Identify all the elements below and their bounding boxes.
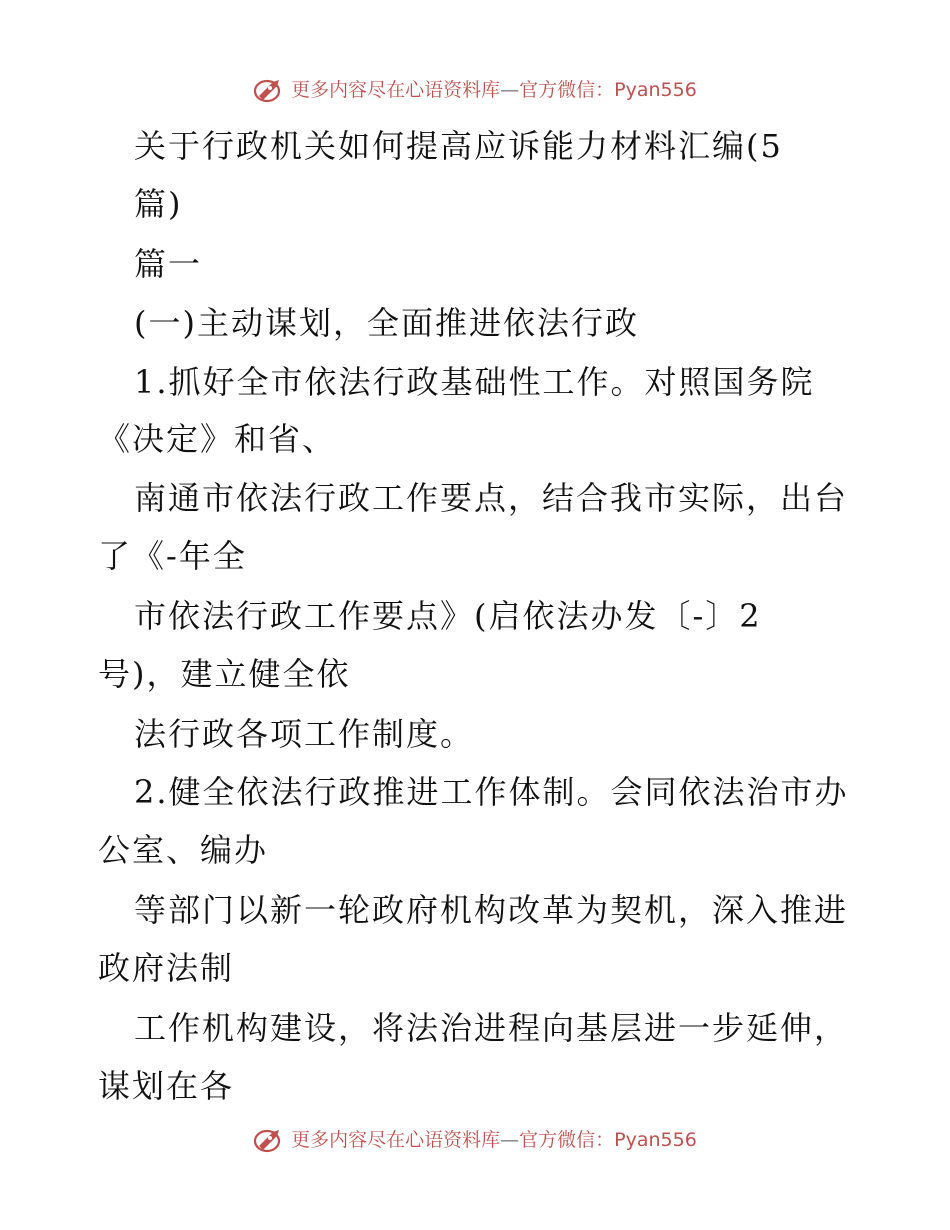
footer-watermark <box>0 1126 950 1154</box>
watermark-text: 更多内容尽在心语资料库—官方微信：Pyan556 <box>291 1129 697 1151</box>
doc-title-line-1: 关于行政机关如何提高应诉能力材料汇编(5 <box>134 127 783 165</box>
paragraph-line: 法行政各项工作制度。 <box>134 715 475 753</box>
subsection-heading: (一)主动谋划，全面推进依法行政 <box>134 304 639 342</box>
paragraph-line: 了《-年全 <box>98 537 247 575</box>
pen-nib-icon <box>253 1126 285 1154</box>
paragraph-line: 市依法行政工作要点》(启依法办发〔-〕2 <box>134 597 762 635</box>
paragraph-line: 南通市依法行政工作要点，结合我市实际，出台 <box>134 479 849 517</box>
paragraph-line: 谋划在各 <box>98 1067 235 1105</box>
paragraph-line: 等部门以新一轮政府机构改革为契机，深入推进 <box>134 891 849 929</box>
paragraph-line: 号)，建立健全依 <box>98 655 351 693</box>
section-heading: 篇一 <box>134 245 203 283</box>
watermark-text: 更多内容尽在心语资料库—官方微信：Pyan556 <box>291 79 697 101</box>
paragraph-line: 政府法制 <box>98 949 235 987</box>
paragraph-line: 2.健全依法行政推进工作体制。会同依法治市办 <box>134 773 849 811</box>
pen-nib-icon <box>253 76 285 104</box>
paragraph-line: 工作机构建设，将法治进程向基层进一步延伸， <box>134 1009 849 1047</box>
paragraph-line: 《决定》和省、 <box>98 420 337 458</box>
header-watermark <box>0 76 950 104</box>
paragraph-line: 公室、编办 <box>98 831 269 869</box>
paragraph-line: 1.抓好全市依法行政基础性工作。对照国务院 <box>134 363 815 401</box>
doc-title-line-2: 篇) <box>134 185 183 223</box>
